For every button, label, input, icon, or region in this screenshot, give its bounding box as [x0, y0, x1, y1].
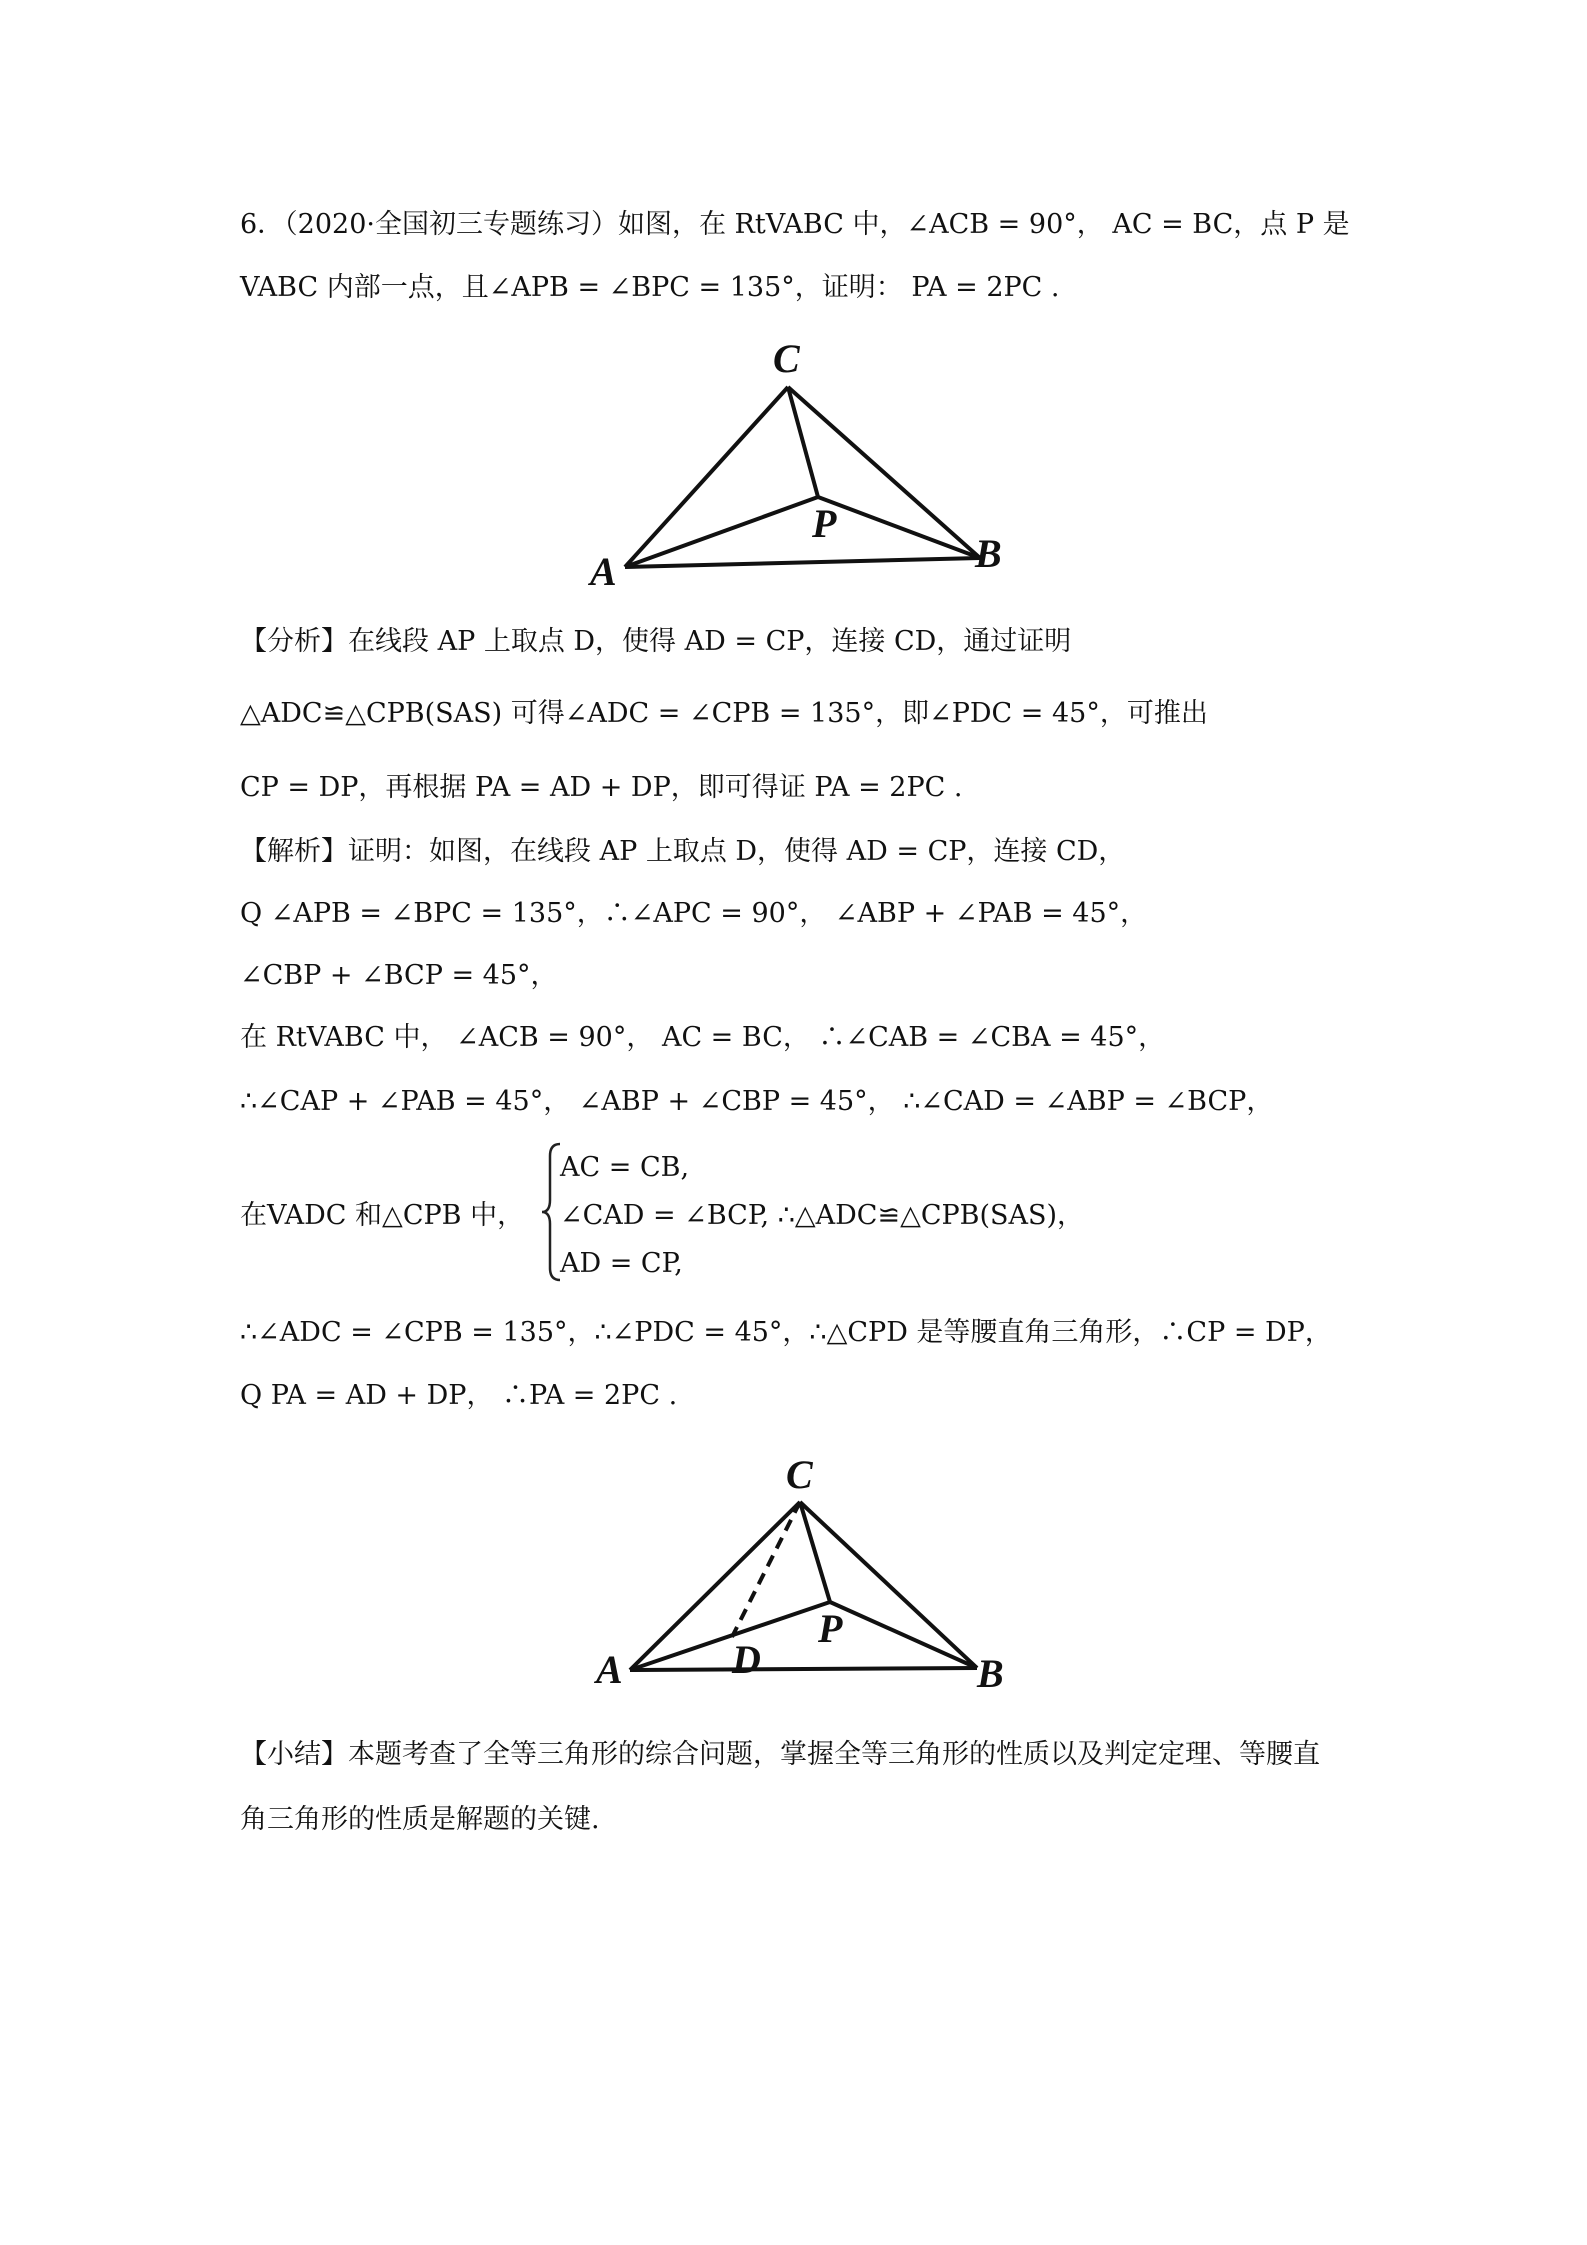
label-b-2: B [977, 1651, 1004, 1696]
solution-line-5: ∴∠CAP + ∠PAB = 45°， ∠ABP + ∠CBP = 45°， ∴∠CAD = ∠ABP = ∠BCP， [240, 1086, 1274, 1117]
analysis-line-3: CP = DP，再根据 PA = AD + DP，即可得证 PA = 2PC . [240, 772, 963, 803]
label-a-2: A [596, 1647, 623, 1692]
label-b: B [975, 531, 1002, 576]
system-eq-1: AC = CB, [560, 1152, 690, 1183]
figure-triangle-abcpd [580, 1440, 1020, 1700]
label-p: P [812, 501, 837, 546]
solution-line-3: ∠CBP + ∠BCP = 45°， [240, 960, 558, 991]
analysis-line-1: 【分析】在线段 AP 上取点 D，使得 AD = CP，连接 CD，通过证明 [240, 626, 1072, 657]
problem-line-2: VABC 内部一点，且∠APB = ∠BPC = 135°，证明： PA = 2PC . [240, 272, 1060, 303]
segment-pb-2 [830, 1602, 977, 1668]
system-eq-3: AD = CP, [560, 1248, 683, 1279]
label-d-2: D [732, 1637, 761, 1682]
figure-triangle-abcp [570, 335, 1030, 595]
label-c: C [773, 336, 800, 381]
solution-line-4: 在 RtVABC 中， ∠ACB = 90°， AC = BC， ∴∠CAB = ∠CBA = 45°， [240, 1022, 1166, 1053]
label-c-2: C [786, 1452, 813, 1497]
segment-ab [625, 558, 980, 567]
segment-ap [625, 497, 818, 567]
problem-line-1: 6．（2020·全国初三专题练习）如图，在 RtVABC 中，∠ACB = 90°， AC = BC，点 P 是 [240, 209, 1350, 240]
analysis-line-2: △ADC≌△CPB(SAS) 可得∠ADC = ∠CPB = 135°，即∠PDC = 45°，可推出 [240, 698, 1208, 729]
solution-line-7: Q PA = AD + DP， ∴PA = 2PC . [240, 1380, 678, 1411]
segment-pb [818, 497, 980, 558]
segment-cp [788, 387, 818, 497]
solution-line-1: 【解析】证明：如图，在线段 AP 上取点 D，使得 AD = CP，连接 CD， [240, 836, 1126, 867]
summary-line-2: 角三角形的性质是解题的关键. [240, 1804, 600, 1835]
label-p-2: P [818, 1606, 843, 1651]
system-eq-2: ∠CAD = ∠BCP, ∴△ADC≌△CPB(SAS)， [560, 1200, 1085, 1231]
solution-line-2: Q ∠APB = ∠BPC = 135°，∴∠APC = 90°， ∠ABP + ∠PAB = 45°， [240, 898, 1148, 929]
segment-ac-2 [630, 1502, 800, 1670]
system-prefix: 在VADC 和△CPB 中， [240, 1200, 525, 1231]
segment-ab-2 [630, 1668, 977, 1670]
summary-line-1: 【小结】本题考查了全等三角形的综合问题，掌握全等三角形的性质以及判定定理、等腰直 [240, 1739, 1320, 1770]
label-a: A [590, 549, 617, 594]
solution-line-6: ∴∠ADC = ∠CPB = 135°，∴∠PDC = 45°，∴△CPD 是等腰直角三角形，∴CP = DP， [240, 1317, 1332, 1348]
segment-ac [625, 387, 788, 567]
segment-ap-2 [630, 1602, 830, 1670]
